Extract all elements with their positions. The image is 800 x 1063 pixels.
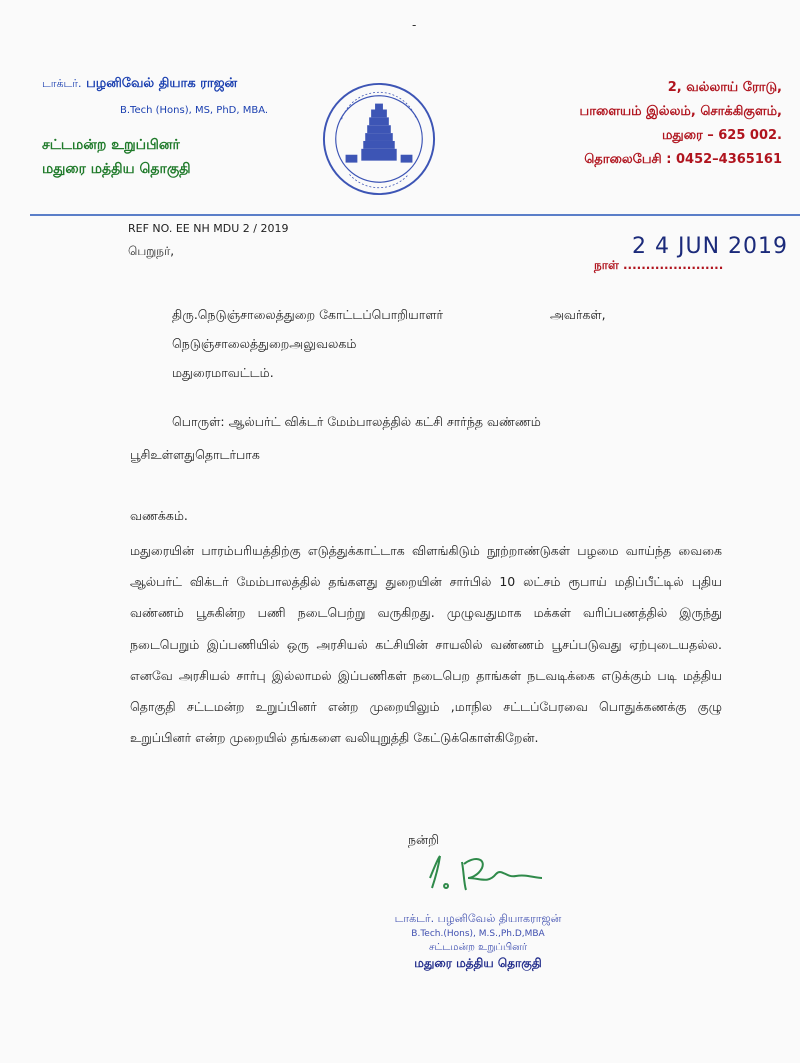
tamilnadu-emblem-icon	[320, 80, 438, 198]
address-line-3: மதுரை – 625 002.	[661, 128, 782, 143]
recipient-label: பெறுநர்,	[128, 244, 175, 258]
qualifications: B.Tech (Hons), MS, PhD, MBA.	[120, 105, 269, 116]
subject-line: பொருள்: ஆல்பர்ட் விக்டர் மேம்பாலத்தில் கட்சி சார்ந்த வண்ணம்	[172, 414, 541, 429]
sender-address	[580, 76, 782, 172]
signature	[420, 848, 550, 894]
to-avargal: அவர்கள்,	[550, 307, 606, 322]
name-prefix: டாக்டர்.	[42, 77, 82, 90]
official-stamp	[368, 912, 588, 972]
letter-body: மதுரையின் பாரம்பரியத்திற்கு எடுத்துக்காட்டாக விளங்கிடும் நூற்றாண்டுகள் பழமை வாய்ந்த வைகை ஆல்பர்ட் விக்டர் மேம்பாலத்தில் தங்களது துறையின் சார்பில் 10 லட்சம் ரூபாய் மதிப்பீட்டில் புதிய வண்ணம் பூசுகின்ற பணி நடைபெற்று வருகிறது. முழுவதுமாக மக்கள் வரிப்பணத்தில் இருந்து நடைபெறும் இப்பணியில் ஒரு அரசியல் கட்சியின் சாயலில் வண்ணம் பூசப்படுவது ஏற்புடையதல்ல. எனவே அரசியல் சார்பு இல்லாமல் இப்பணிகள் நடைபெற தாங்கள் நடவடிக்கை எடுக்கும் படி மத்திய தொகுதி சட்டமன்ற உறுப்பினர் என்ற முறையிலும் ,மாநில சட்டப்பேரவை பொதுக்கணக்கு குழு உறுப்பினர் என்ற முறையில் தங்களை வலியுறுத்தி கேட்டுக்கொள்கிறேன்.	[130, 543, 722, 746]
letterhead-role	[42, 133, 191, 181]
to-line-3: மதுரைமாவட்டம்.	[172, 365, 274, 380]
top-mark: -	[412, 18, 417, 32]
phone-number: தொலைபேசி : 0452–4365161	[584, 152, 782, 167]
sender-name: பழனிவேல் தியாக ராஜன்	[86, 76, 238, 91]
address-line-2: பாளையம் இல்லம், சொக்கிகுளம்,	[579, 104, 782, 119]
role-title: சட்டமன்ற உறுப்பினர்	[42, 137, 180, 153]
stamp-constituency: மதுரை மத்திய தொகுதி	[414, 956, 542, 970]
constituency: மதுரை மத்திய தொகுதி	[42, 161, 191, 177]
stamp-qualifications: B.Tech.(Hons), M.S.,Ph.D,MBA	[411, 929, 545, 939]
recipient-address	[172, 300, 606, 387]
letterhead-name	[42, 76, 237, 92]
date-label: நாள் ......................	[594, 258, 724, 272]
to-line-1: திரு.நெடுஞ்சாலைத்துறை கோட்டப்பொறியாளர்	[172, 307, 444, 322]
date-stamp: 2 4 JUN 2019	[632, 234, 789, 259]
letterhead-divider	[30, 214, 800, 216]
greeting: வணக்கம்.	[130, 508, 188, 523]
reference-number: REF NO. EE NH MDU 2 / 2019	[128, 222, 289, 235]
closing-thanks: நன்றி	[408, 832, 439, 847]
to-line-2: நெடுஞ்சாலைத்துறைஅலுவலகம்	[172, 336, 357, 351]
address-line-1: 2, வல்லாய் ரோடு,	[667, 80, 782, 95]
stamp-name: டாக்டர். பழனிவேல் தியாகராஜன்	[394, 912, 562, 925]
subject-continuation: பூசிஉள்ளதுதொடர்பாக	[130, 447, 260, 462]
stamp-role: சட்டமன்ற உறுப்பினர்	[428, 942, 528, 953]
